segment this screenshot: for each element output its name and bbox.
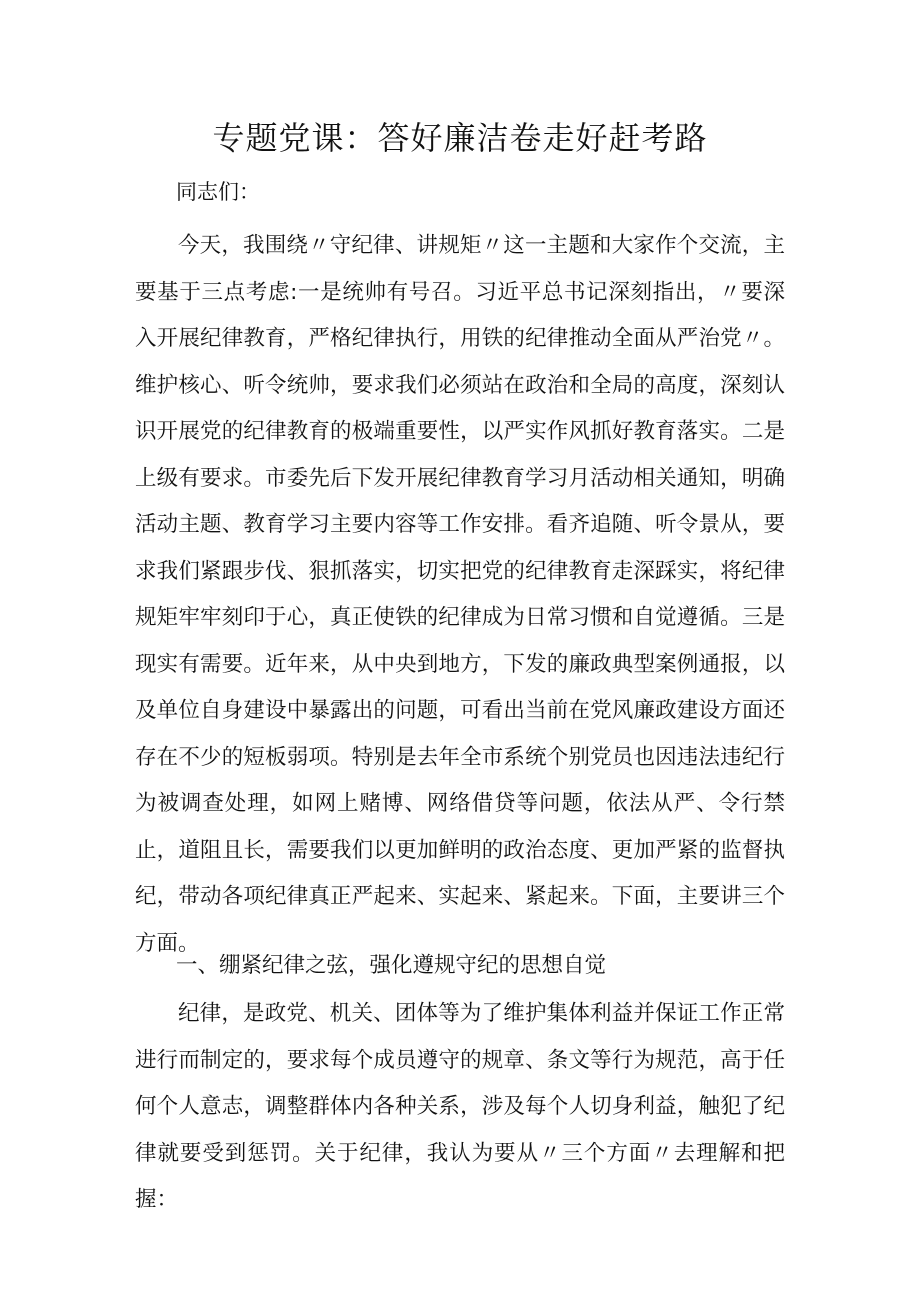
section-heading-1: 一、绷紧纪律之弦，强化遵规守纪的思想自觉 [176,953,607,978]
body-paragraph-intro: 今天，我围绕〃守纪律、讲规矩〃这一主题和大家作个交流，主要基于三点考虑:一是统帅有号召。习近平总书记深刻指出，〃要深入开展纪律教育，严格纪律执行，用铁的纪律推动全面从严治党〃。维护核心、听令统帅，要求我们必须站在政治和全局的高度，深刻认识开展党的纪律教育的极端重要性，以严实作风抓好教育落实。二是上级有要求。市委先后下发开展纪律教育学习月活动相关通知，明确活动主题、教育学习主要内容等工作安排。看齐追随、听令景从，要求我们紧跟步伐、狠抓落实，切实把党的纪律教育走深踩实，将纪律规矩牢牢刻印于心，真正使铁的纪律成为日常习惯和自觉遵循。三是现实有需要。近年来，从中央到地方，下发的廉政典型案例通报，以及单位自身建设中暴露出的问题，可看出当前在党风廉政建设方面还存在不少的短板弱项。特别是去年全市系统个别党员也因违法违纪行为被调查处理，如网上赌博、网络借贷等问题，依法从严、令行禁止，道阻且长，需要我们以更加鲜明的政治态度、更加严紧的监督执纪，带动各项纪律真正严起来、实起来、紧起来。下面，主要讲三个方面。 [135,233,785,956]
salutation: 同志们： [176,180,260,204]
document-title: 专题党课：答好廉洁卷走好赶考路 [212,119,708,157]
body-paragraph-discipline: 纪律，是政党、机关、团体等为了维护集体利益并保证工作正常进行而制定的，要求每个成员遵守的规章、条文等行为规范，高于任何个人意志，调整群体内各种关系，涉及每个人切身利益，触犯了纪律就要受到惩罚。关于纪律，我认为要从〃三个方面〃去理解和把握： [135,1001,785,1212]
